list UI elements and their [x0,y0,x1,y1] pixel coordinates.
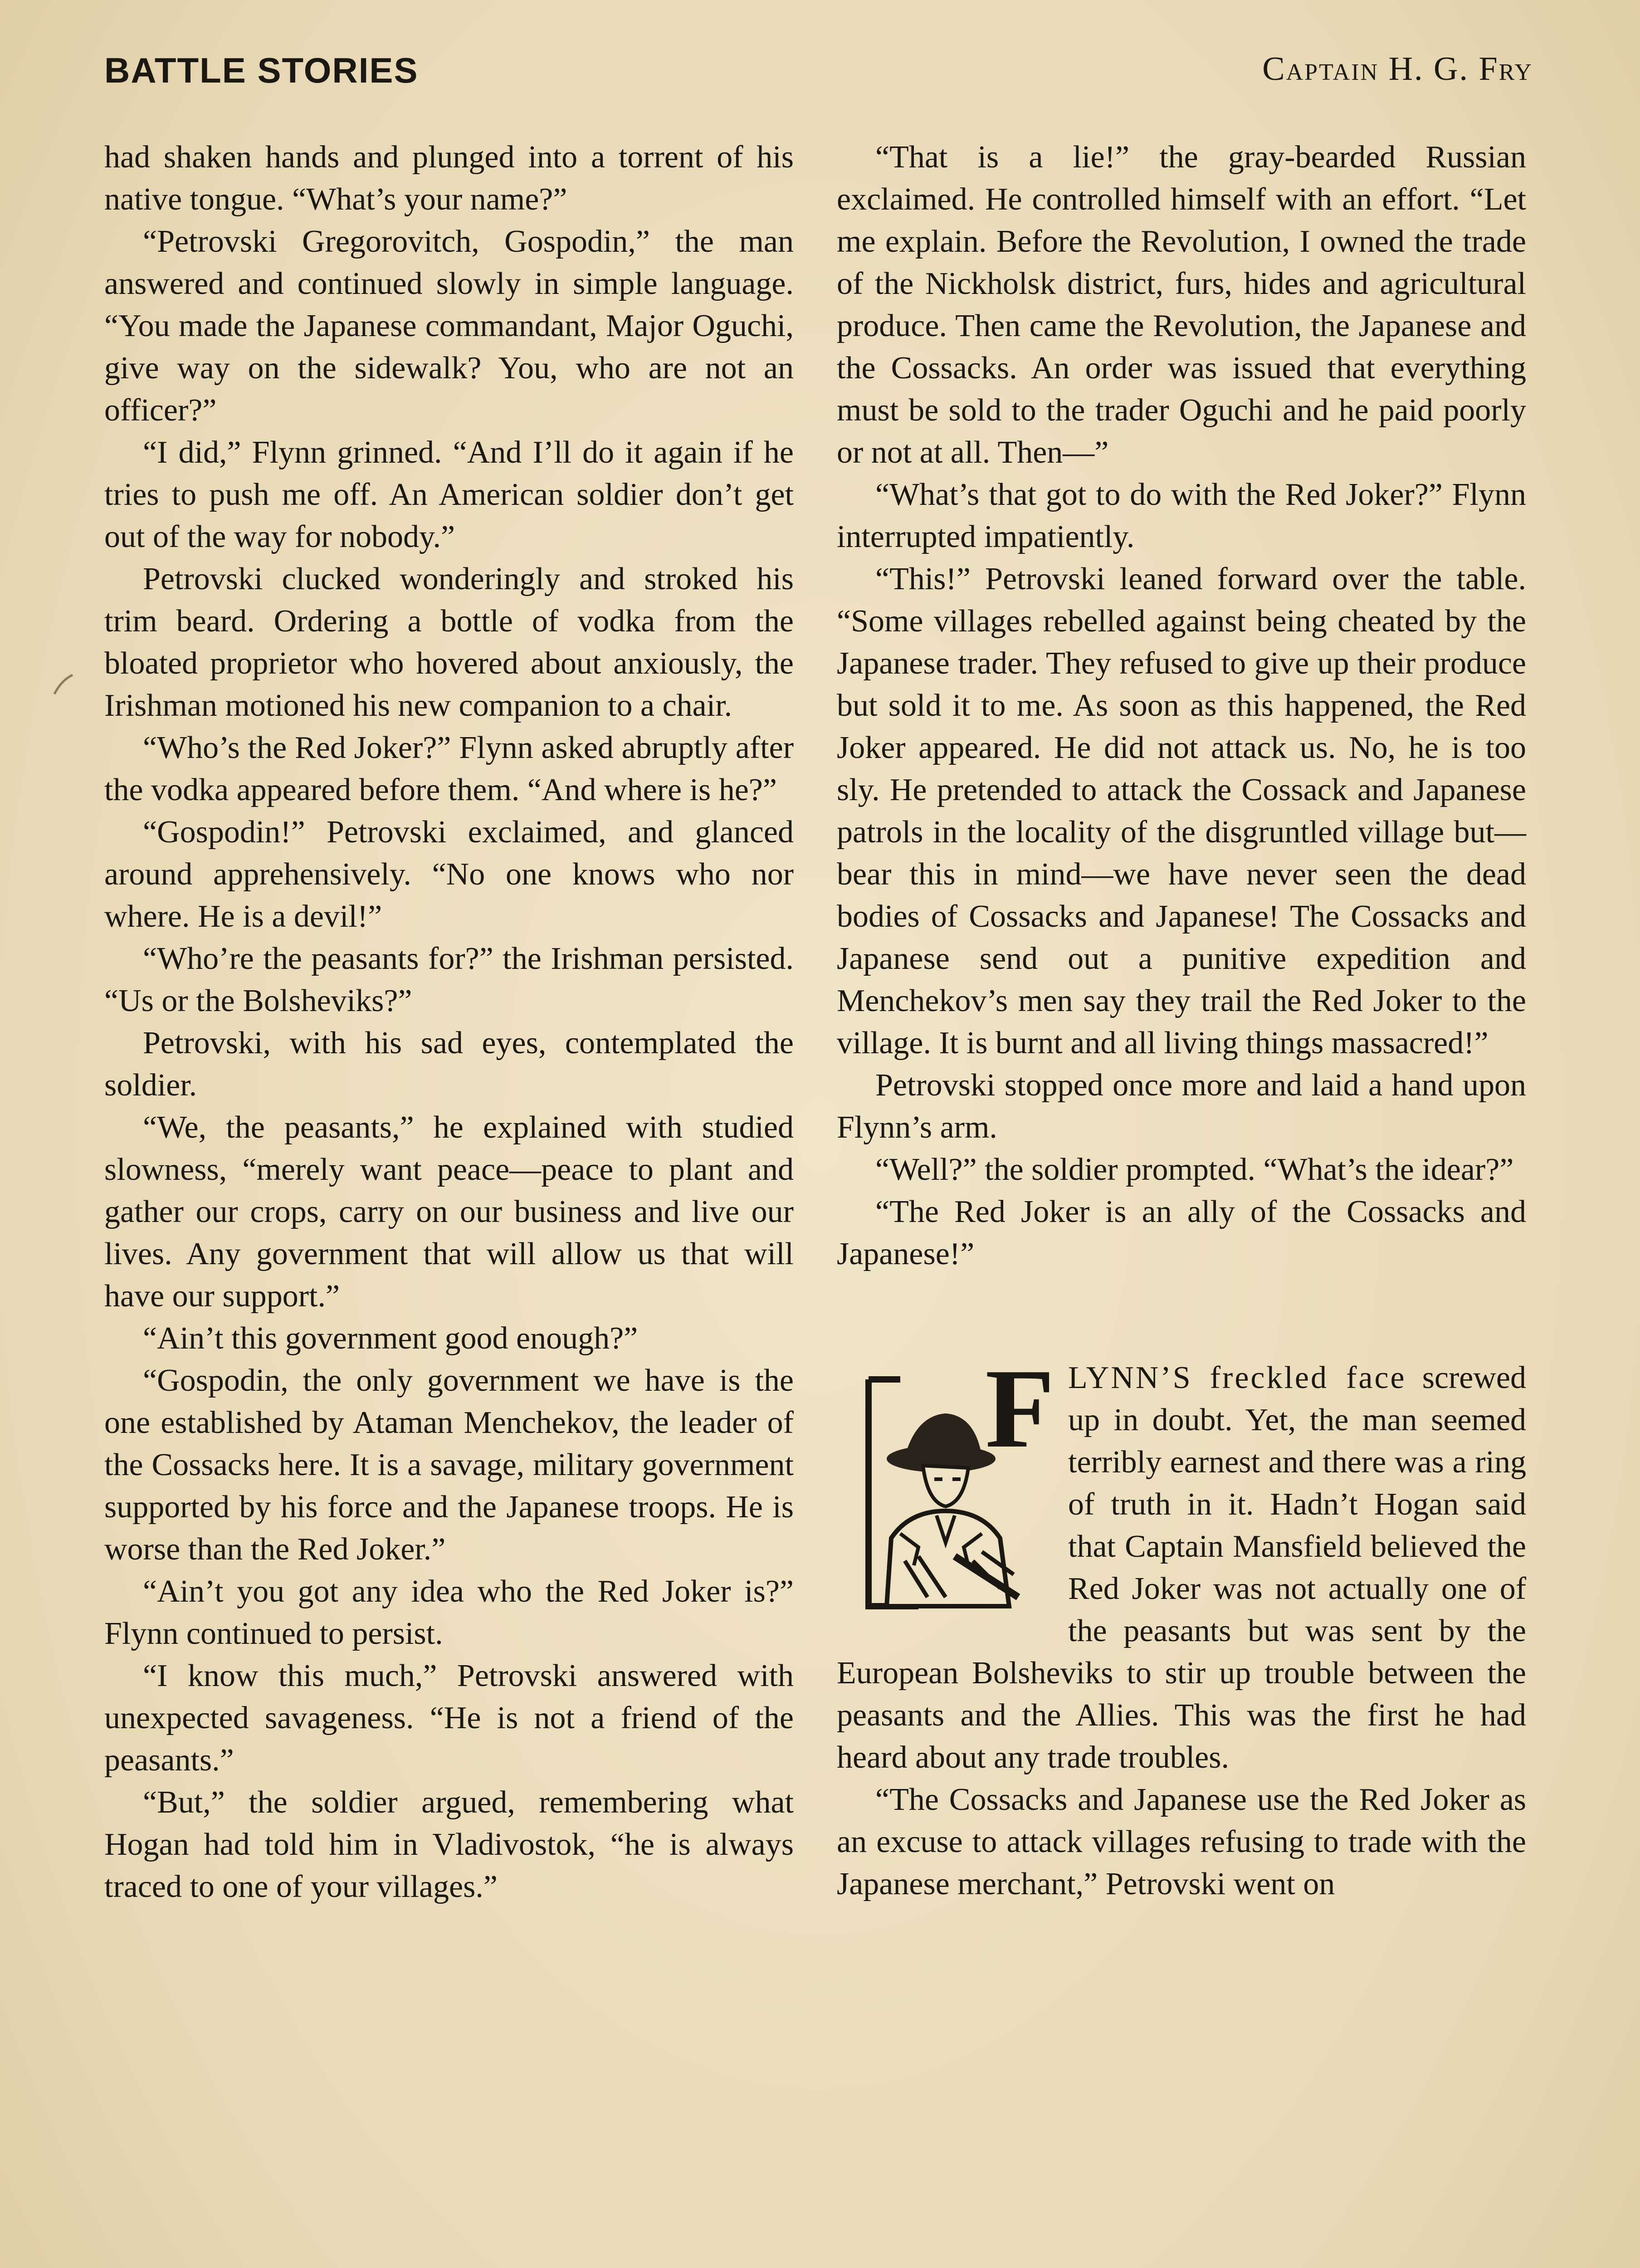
running-header [104,50,1533,104]
paragraph: “Well?” the soldier prompted. “What’s the idear?” [875,1152,1514,1187]
paragraph: “Gospodin!” Petrovski exclaimed, and glanced around apprehensively. “No one knows who nor where. He is a devil!” [104,815,794,934]
paragraph: “Gospodin, the only government we have is the one established by Ataman Menchekov, the leader of the Cossacks here. It is a savage, military government supported by his force and the Japanese troops. He is worse than the Red Joker.” [104,1363,794,1567]
paragraph: “That is a lie!” the gray-bearded Russian exclaimed. He controlled himself with an effort. “Let me explain. Before the Revolution, I owned the trade of the Nickholsk district, furs, hides and agricultural produce. Then came the Revolution, the Japanese and the Cossacks. An order was issued that everything must be sold to the trader Oguchi and he paid poorly or not at all. Then—” [837,140,1526,470]
paragraph: Petrovski stopped once more and laid a hand upon Flynn’s arm. [837,1068,1526,1145]
paragraph: “I did,” Flynn grinned. “And I’ll do it again if he tries to push me off. An American soldier don’t get out of the way for nobody.” [104,435,794,554]
paragraph: “We, the peasants,” he explained with studied slowness, “merely want peace—peace to plant and gather our crops, carry on our business and live our lives. Any government that will allow us that will have our support.” [104,1110,794,1314]
dropcap-paragraph [837,1346,1526,1779]
dropcap-illustration [837,1346,1054,1615]
dropcap-letter: F [985,1346,1054,1471]
paragraph: Petrovski clucked wonderingly and stroked his trim beard. Ordering a bottle of vodka from the bloated proprietor who hovered about anxiously, the Irishman motioned his new companion to a chair. [104,562,794,723]
paragraph: “The Red Joker is an ally of the Cossacks and Japanese!” [837,1194,1526,1271]
paragraph: “But,” the soldier argued, remembering what Hogan had told him in Vladivostok, “he is always traced to one of your villages.” [104,1785,794,1904]
author-credit: Captain H. G. Fry [1262,50,1533,88]
paragraph: “What’s that got to do with the Red Joker?” Flynn interrupted impatiently. [837,477,1526,554]
paragraph: “The Cossacks and Japanese use the Red Joker as an excuse to attack villages refusing to trade with the Japanese merchant,” Petrovski went on [837,1782,1526,1901]
paragraph: “Ain’t you got any idea who the Red Joker is?” Flynn continued to persist. [104,1574,794,1651]
right-column [837,136,1526,1905]
margin-mark [50,671,77,699]
section-break [837,1275,1526,1357]
paragraph: “Who’s the Red Joker?” Flynn asked abruptly after the vodka appeared before them. “And where is he?” [104,730,794,807]
paragraph: “Ain’t this government good enough?” [143,1321,638,1356]
paragraph: “This!” Petrovski leaned forward over the table. “Some villages rebelled against being cheated by the Japanese trader. They refused to give up their produce but sold it to me. As soon as this happened, the Red Joker appeared. He did not attack us. No, he is too sly. He pretended to attack the Cossack and Japanese patrols in the locality of the disgruntled village but—bear this in mind—we have never seen the dead bodies of Cossacks and Japanese! The Cossacks and Japanese send out a punitive expedition and Menchekov’s men say they trail the Red Joker to the village. It is burnt and all living things massacred!” [837,562,1526,1061]
magazine-title: BATTLE STORIES [104,50,419,90]
paragraph: Petrovski, with his sad eyes, contemplated the soldier. [104,1026,794,1103]
dropcap-lead: LYNN’S freckled face [1068,1360,1406,1395]
paragraph: had shaken hands and plunged into a torrent of his native tongue. “What’s your name?” [104,140,794,217]
paragraph: “I know this much,” Petrovski answered with unexpected savageness. “He is not a friend of the peasants.” [104,1658,794,1778]
paragraph: “Petrovski Gregorovitch, Gospodin,” the man answered and continued slowly in simple language. “You made the Japanese commandant, Major Oguchi, give way on the sidewalk? You, who are not an officer?” [104,224,794,428]
dropcap-text: screwed up in doubt. Yet, the man seemed terribly earnest and there was a ring of truth in it. Hadn’t Hogan said that Captain Mansfield believed the Red Joker was not actually one of the peasants but was sent by the European Bolsheviks to stir up trouble between the peasants and the Allies. This was the first he had heard about any trade troubles. [837,1360,1526,1775]
left-column [104,136,794,1908]
paragraph: “Who’re the peasants for?” the Irishman persisted. “Us or the Bolsheviks?” [104,941,794,1018]
